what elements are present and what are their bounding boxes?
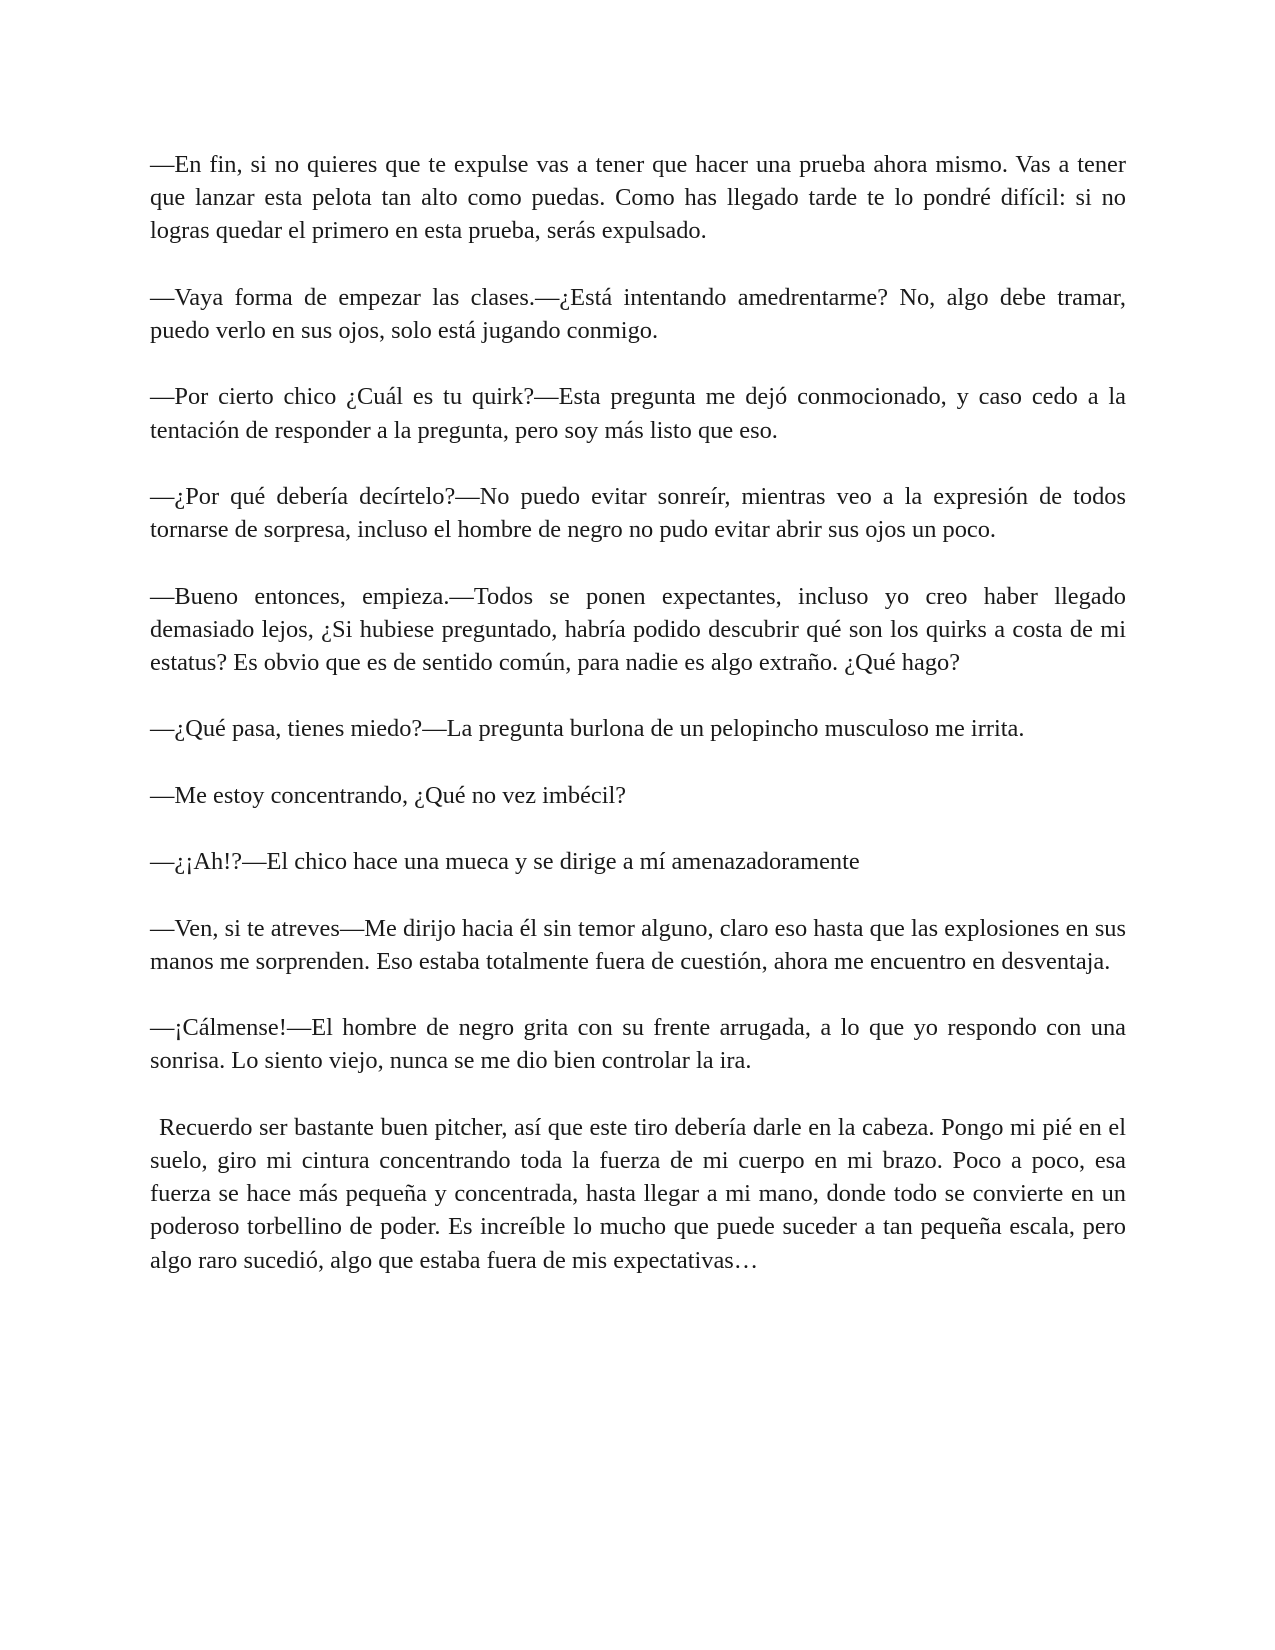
paragraph-8: —¿¡Ah!?—El chico hace una mueca y se dirige a mí amenazadoramente (150, 848, 860, 876)
paragraph-7: —Me estoy concentrando, ¿Qué no vez imbécil? (150, 781, 627, 809)
paragraph-4: —¿Por qué debería decírtelo?—No puedo evitar sonreír, mientras veo a la expresión de todos tornarse de sorpresa, incluso el hombre de negro no pudo evitar abrir sus ojos un poco. (150, 482, 1126, 544)
paragraph-1: —En fin, si no quieres que te expulse vas a tener que hacer una prueba ahora mismo. Vas a tener que lanzar esta pelota tan alto como puedas. Como has llegado tarde te lo pondré difícil: si no logras quedar el primero en esta prueba, serás expulsado. (150, 151, 1126, 245)
paragraph-6: —¿Qué pasa, tienes miedo?—La pregunta burlona de un pelopincho musculoso me irrita. (150, 715, 1025, 743)
paragraph-10: —¡Cálmense!—El hombre de negro grita con su frente arrugada, a lo que yo respondo con una sonrisa. Lo siento viejo, nunca se me dio bien controlar la ira. (150, 1014, 1126, 1075)
paragraph-5: —Bueno entonces, empieza.—Todos se ponen expectantes, incluso yo creo haber llegado demasiado lejos, ¿Si hubiese preguntado, habría podido descubrir qué son los quirks a costa de mi estatus? Es obvio que es de sentido común, para nadie es algo extraño. ¿Qué hago? (150, 582, 1126, 676)
document-page (150, 148, 1126, 1310)
paragraph-3: —Por cierto chico ¿Cuál es tu quirk?—Esta pregunta me dejó conmocionado, y caso cedo a la tentación de responder a la pregunta, pero soy más listo que eso. (150, 383, 1126, 444)
paragraph-2: —Vaya forma de empezar las clases.—¿Está intentando amedrentarme? No, algo debe tramar, puedo verlo en sus ojos, solo está jugando conmigo. (150, 283, 1126, 344)
paragraph-11: Recuerdo ser bastante buen pitcher, así que este tiro debería darle en la cabeza. Pongo mi pié en el suelo, giro mi cintura concentrando toda la fuerza de mi cuerpo en mi brazo. Poco a poco, esa fuerza se hace más pequeña y concentrada, hasta llegar a mi mano, donde todo se convierte en un poderoso torbellino de poder. Es increíble lo mucho que puede suceder a tan pequeña escala, pero algo raro sucedió, algo que estaba fuera de mis expectativas… (150, 1113, 1126, 1274)
paragraph-9: —Ven, si te atreves—Me dirijo hacia él sin temor alguno, claro eso hasta que las explosiones en sus manos me sorprenden. Eso estaba totalmente fuera de cuestión, ahora me encuentro en desventaja. (150, 914, 1126, 975)
